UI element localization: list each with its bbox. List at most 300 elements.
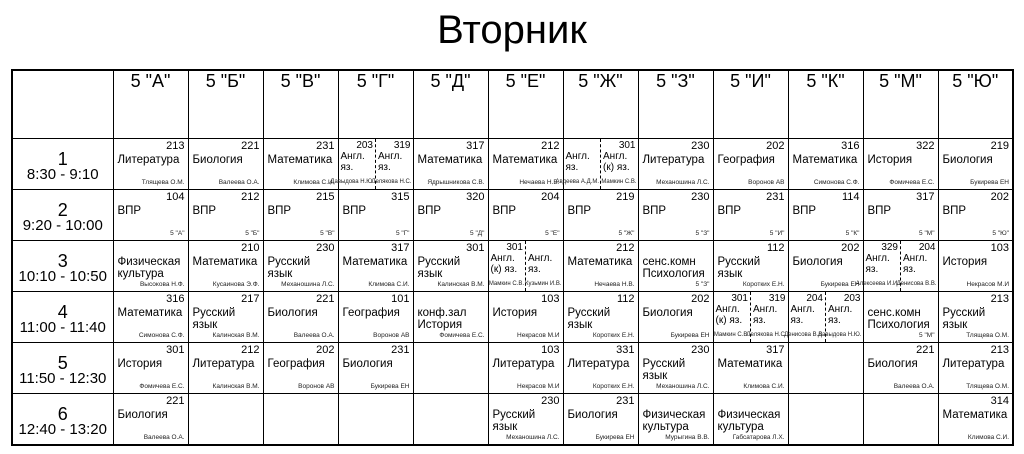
teacher-name: Нечаева Н.В. <box>519 179 560 186</box>
subject-name: Биология <box>867 358 918 370</box>
lesson <box>939 394 1013 444</box>
teacher-name: 5 "Д" <box>470 230 485 237</box>
room-number: 301 <box>618 140 636 151</box>
room-number: 215 <box>316 191 335 203</box>
subject-name: Математика <box>567 256 633 268</box>
room-number: 213 <box>990 293 1009 305</box>
lesson-cell <box>263 139 338 190</box>
subject-name: Математика <box>417 154 483 166</box>
room-number: 317 <box>766 344 785 356</box>
subject-name: Англ. яз. <box>828 304 853 326</box>
teacher-name: Некрасов М.И <box>517 383 560 390</box>
teacher-name: Валеева О.А. <box>893 383 935 390</box>
lesson-cell <box>188 139 263 190</box>
teacher-name: Валеева О.А. <box>218 179 260 186</box>
teacher-name: 5 "А" <box>170 230 185 237</box>
teacher-name: Калинская В.М. <box>212 383 260 390</box>
room-number: 231 <box>391 344 410 356</box>
lesson-cell <box>338 343 413 394</box>
teacher-name: Мамкин С.В. <box>713 332 749 338</box>
teacher-name: Климова С.И. <box>368 281 410 288</box>
lesson-group <box>896 241 938 291</box>
lesson-cell <box>938 394 1013 446</box>
room-number: 230 <box>691 191 710 203</box>
lesson-cell <box>263 241 338 292</box>
lesson-cell <box>713 241 788 292</box>
subject-name: Англ. яз. <box>790 304 815 326</box>
lesson-cell <box>113 139 188 190</box>
teacher-name: Букирева ЕН <box>370 383 410 390</box>
lesson-cell <box>488 190 563 241</box>
teacher-name: Воронов АВ <box>298 383 335 390</box>
corner-cell <box>12 70 113 139</box>
lesson-cell <box>263 394 338 446</box>
lesson <box>264 241 338 291</box>
teacher-name: Букирева ЕН <box>670 332 710 339</box>
room-number: 221 <box>316 293 335 305</box>
lesson <box>339 343 413 393</box>
lesson <box>264 292 338 342</box>
lesson-cell <box>788 343 863 394</box>
room-number: 231 <box>316 140 335 152</box>
period-cell <box>12 241 113 292</box>
lesson-cell <box>413 292 488 343</box>
room-number: 315 <box>391 191 410 203</box>
lesson-cell <box>488 394 563 446</box>
lesson <box>339 190 413 240</box>
subject-name: ВПР <box>492 205 517 217</box>
room-number: 230 <box>691 344 710 356</box>
teacher-name: Букирева ЕН <box>820 281 860 288</box>
room-number: 101 <box>391 293 410 305</box>
subject-name: Русский язык <box>717 256 761 280</box>
subject-name: Русский язык <box>567 307 611 331</box>
lesson-cell <box>113 343 188 394</box>
teacher-name: Механошина Л.С. <box>656 179 710 186</box>
period-cell <box>12 343 113 394</box>
subject-name: История <box>492 307 538 319</box>
lesson-cell <box>338 292 413 343</box>
lesson-cell <box>563 241 638 292</box>
room-number: 230 <box>541 395 560 407</box>
lesson <box>114 190 188 240</box>
period-row <box>12 190 1013 241</box>
period-time: 10:10 - 10:50 <box>18 268 107 285</box>
class-header: 5 "Д" <box>413 70 488 139</box>
room-number: 316 <box>841 140 860 152</box>
lesson <box>564 292 638 342</box>
lesson-cell <box>413 190 488 241</box>
subject-name: Англ. яз. <box>528 253 553 275</box>
subject-name: Русский язык <box>417 256 461 280</box>
lesson-cell <box>938 190 1013 241</box>
lesson <box>339 241 413 291</box>
subject-name: Физическая культура <box>717 409 781 433</box>
lesson-cell <box>113 292 188 343</box>
lesson-cell <box>413 241 488 292</box>
lesson-group <box>330 139 376 189</box>
teacher-name: Кузьмин И.В. <box>525 281 562 287</box>
teacher-name: Коротких Е.Н. <box>742 281 785 288</box>
period-number: 5 <box>57 353 68 373</box>
teacher-name: Некрасов М.И <box>966 281 1009 288</box>
teacher-name: Фомичева Е.С. <box>889 179 935 186</box>
lesson-cell <box>413 394 488 446</box>
room-number: 114 <box>841 191 860 203</box>
lesson-cell <box>263 190 338 241</box>
teacher-name: Тлящева О.М. <box>966 383 1009 390</box>
lesson-cell <box>563 343 638 394</box>
period-number: 3 <box>57 251 68 271</box>
lesson-cell <box>488 139 563 190</box>
lesson <box>189 343 263 393</box>
subject-name: Англ. яз. <box>565 151 590 173</box>
lesson <box>864 292 938 342</box>
split-lesson <box>714 292 788 342</box>
subject-name: Биология <box>642 307 693 319</box>
room-number: 203 <box>356 140 373 151</box>
lesson <box>939 292 1013 342</box>
lesson <box>714 343 788 393</box>
lesson-group <box>489 241 526 291</box>
teacher-name: 5 "Ж" <box>618 230 635 237</box>
lesson <box>789 190 863 240</box>
header-row <box>12 70 1013 139</box>
teacher-name: Давыдова Н.Ю. <box>330 179 374 185</box>
teacher-name: Механошина Л.С. <box>281 281 335 288</box>
subject-name: ВПР <box>192 205 217 217</box>
period-time: 8:30 - 9:10 <box>26 166 99 183</box>
lesson <box>114 394 188 444</box>
lesson-group <box>371 139 413 189</box>
teacher-name: Калинская В.М. <box>212 332 260 339</box>
lesson-cell <box>113 190 188 241</box>
room-number: 103 <box>541 293 560 305</box>
teacher-name: Климова С.И. <box>293 179 335 186</box>
subject-name: Математика <box>492 154 558 166</box>
lesson-cell <box>938 292 1013 343</box>
room-number: 221 <box>916 344 935 356</box>
lesson <box>414 139 488 189</box>
lesson-cell <box>638 139 713 190</box>
teacher-name: 5 "И" <box>769 230 785 237</box>
lesson-cell <box>788 241 863 292</box>
lesson-cell <box>563 190 638 241</box>
lesson-cell <box>263 343 338 394</box>
teacher-name: Нечаева Н.В. <box>594 281 635 288</box>
subject-name: ВПР <box>267 205 292 217</box>
class-header: 5 "Е" <box>488 70 563 139</box>
lesson <box>114 139 188 189</box>
room-number: 103 <box>990 242 1009 254</box>
subject-name: История <box>867 154 913 166</box>
subject-name: Русский язык <box>492 409 536 433</box>
room-number: 202 <box>691 293 710 305</box>
subject-name: География <box>267 358 325 370</box>
lesson <box>639 343 713 393</box>
subject-name: Англ. яз. <box>865 253 890 275</box>
teacher-name: Симонова С.Ф. <box>813 179 860 186</box>
subject-name: Физическая культура <box>117 256 181 280</box>
subject-name: конф.зал История <box>417 307 467 331</box>
lesson <box>264 190 338 240</box>
lesson-cell <box>188 343 263 394</box>
period-cell <box>12 394 113 446</box>
subject-name: ВПР <box>942 205 967 217</box>
subject-name: Математика <box>117 307 183 319</box>
room-number: 212 <box>241 344 260 356</box>
room-number: 219 <box>990 140 1009 152</box>
lesson-cell <box>713 139 788 190</box>
lesson <box>714 241 788 291</box>
lesson <box>339 292 413 342</box>
subject-name: Математика <box>717 358 783 370</box>
lesson <box>714 394 788 444</box>
lesson-group <box>746 292 788 342</box>
teacher-name: Валеева О.А. <box>143 434 185 441</box>
subject-name: Литература <box>942 358 1005 370</box>
room-number: 314 <box>990 395 1009 407</box>
teacher-name: Фомичева Е.С. <box>439 332 485 339</box>
subject-name: Физическая культура <box>642 409 706 433</box>
lesson <box>189 139 263 189</box>
teacher-name: Воронов АВ <box>373 332 410 339</box>
subject-name: Биология <box>267 307 318 319</box>
subject-name: ВПР <box>717 205 742 217</box>
teacher-name: Механошина Л.С. <box>656 383 710 390</box>
subject-name: сенс.комн Психология <box>867 307 930 331</box>
teacher-name: Лелякова Н.С. <box>746 332 787 338</box>
room-number: 202 <box>841 242 860 254</box>
period-cell <box>12 292 113 343</box>
lesson <box>939 343 1013 393</box>
subject-name: История <box>942 256 988 268</box>
teacher-name: Ядрышникова С.В. <box>427 179 485 186</box>
lesson <box>264 139 338 189</box>
lesson <box>189 241 263 291</box>
subject-name: ВПР <box>867 205 892 217</box>
subject-name: ВПР <box>642 205 667 217</box>
class-header: 5 "Ж" <box>563 70 638 139</box>
teacher-name: 5 "В" <box>320 230 335 237</box>
period-number: 2 <box>57 200 68 220</box>
lesson <box>564 343 638 393</box>
lesson-group <box>817 292 863 342</box>
room-number: 204 <box>918 242 936 253</box>
subject-name: Русский язык <box>642 358 686 382</box>
lesson-cell <box>188 241 263 292</box>
room-number: 202 <box>990 191 1009 203</box>
class-header: 5 "В" <box>263 70 338 139</box>
subject-name: Математика <box>267 154 333 166</box>
lesson-cell <box>863 190 938 241</box>
lesson <box>639 292 713 342</box>
lesson-cell <box>488 241 563 292</box>
room-number: 204 <box>541 191 560 203</box>
room-number: 217 <box>241 293 260 305</box>
teacher-name: 5 "Г" <box>395 230 410 237</box>
room-number: 213 <box>166 140 185 152</box>
lesson-cell <box>263 292 338 343</box>
period-time: 11:50 - 12:30 <box>19 370 107 387</box>
room-number: 301 <box>466 242 485 254</box>
subject-name: Литература <box>192 358 255 370</box>
teacher-name: Коротких Е.Н. <box>592 332 635 339</box>
lesson-cell <box>788 394 863 446</box>
room-number: 319 <box>768 293 786 304</box>
lesson-cell <box>188 190 263 241</box>
teacher-name: 5 "М" <box>919 332 935 339</box>
lesson-cell <box>863 139 938 190</box>
subject-name: ВПР <box>417 205 442 217</box>
teacher-name: Мурыгина В.В. <box>665 434 710 441</box>
lesson-cell <box>338 394 413 446</box>
room-number: 231 <box>766 191 785 203</box>
subject-name: История <box>117 358 163 370</box>
teacher-name: 5 "Ю" <box>992 230 1009 237</box>
lesson <box>939 139 1013 189</box>
teacher-name: Высокова Н.Ф. <box>139 281 185 288</box>
teacher-name: Некрасов М.И <box>517 332 560 339</box>
teacher-name: Букирева ЕН <box>595 434 635 441</box>
lesson <box>489 139 563 189</box>
room-number: 319 <box>393 140 411 151</box>
period-row <box>12 139 1013 190</box>
lesson-cell <box>330 139 413 190</box>
class-header: 5 "И" <box>713 70 788 139</box>
teacher-name: Симонова С.Ф. <box>138 332 185 339</box>
teacher-name: 5 "З" <box>695 230 710 237</box>
lesson <box>639 139 713 189</box>
lesson-cell <box>563 292 638 343</box>
lesson <box>714 190 788 240</box>
teacher-name: Климова С.И. <box>967 434 1009 441</box>
room-number: 212 <box>616 242 635 254</box>
room-number: 202 <box>316 344 335 356</box>
teacher-name: Тлящева О.М. <box>966 332 1009 339</box>
lesson-cell <box>555 139 638 190</box>
subject-name: Литература <box>642 154 705 166</box>
lesson-cell <box>188 394 263 446</box>
subject-name: Русский язык <box>942 307 986 331</box>
subject-name: Математика <box>942 409 1008 421</box>
teacher-name: Коротких Е.Н. <box>592 383 635 390</box>
period-time: 9:20 - 10:00 <box>22 217 103 234</box>
subject-name: География <box>342 307 400 319</box>
lesson <box>489 190 563 240</box>
period-row <box>12 292 1013 343</box>
room-number: 317 <box>466 140 485 152</box>
subject-name: Англ. яз. <box>903 253 928 275</box>
schedule-table <box>11 69 1014 446</box>
room-number: 212 <box>241 191 260 203</box>
subject-name: Биология <box>192 154 243 166</box>
lesson <box>189 292 263 342</box>
room-number: 301 <box>731 293 748 304</box>
room-number: 301 <box>506 242 523 253</box>
teacher-name: Калинская В.М. <box>437 281 485 288</box>
room-number: 320 <box>466 191 485 203</box>
subject-name: Русский язык <box>267 256 311 280</box>
subject-name: Биология <box>117 409 168 421</box>
room-number: 204 <box>806 293 823 304</box>
subject-name: Биология <box>342 358 393 370</box>
teacher-name: 5 "Б" <box>245 230 260 237</box>
subject-name: Англ. яз. <box>753 304 778 326</box>
lesson-cell <box>488 343 563 394</box>
room-number: 329 <box>881 242 898 253</box>
lesson <box>789 241 863 291</box>
period-row <box>12 343 1013 394</box>
room-number: 202 <box>766 140 785 152</box>
teacher-name: Тлящева О.М. <box>141 179 185 186</box>
lesson-group <box>855 241 901 291</box>
lesson-cell <box>713 394 788 446</box>
teacher-name: 5 "З" <box>695 281 710 288</box>
class-header: 5 "Ю" <box>938 70 1013 139</box>
lesson-cell <box>563 394 638 446</box>
lesson-cell <box>488 292 563 343</box>
room-number: 212 <box>541 140 560 152</box>
lesson <box>939 190 1013 240</box>
teacher-name: Мамкин С.В. <box>601 179 637 185</box>
teacher-name: 5 "Е" <box>545 230 560 237</box>
lesson-cell <box>638 394 713 446</box>
lesson-cell <box>338 241 413 292</box>
lesson-cell <box>713 190 788 241</box>
class-header: 5 "К" <box>788 70 863 139</box>
room-number: 301 <box>166 344 185 356</box>
class-header: 5 "А" <box>113 70 188 139</box>
teacher-name: Габсатарова Л.Х. <box>732 434 785 441</box>
room-number: 104 <box>166 191 185 203</box>
teacher-name: Фомичева Е.С. <box>139 383 185 390</box>
lesson <box>114 241 188 291</box>
subject-name: Литература <box>117 154 180 166</box>
lesson <box>714 139 788 189</box>
lesson <box>114 343 188 393</box>
page-title: Вторник <box>437 8 587 52</box>
split-lesson <box>489 241 563 291</box>
split-lesson <box>555 139 638 189</box>
room-number: 331 <box>616 344 635 356</box>
period-time: 11:00 - 11:40 <box>19 319 106 336</box>
room-number: 231 <box>616 395 635 407</box>
lesson-cell <box>788 139 863 190</box>
lesson-cell <box>713 292 788 343</box>
lesson-cell <box>113 241 188 292</box>
room-number: 210 <box>241 242 260 254</box>
lesson <box>939 241 1013 291</box>
class-header: 5 "З" <box>638 70 713 139</box>
lesson-cell <box>855 241 938 292</box>
room-number: 112 <box>616 293 635 305</box>
room-number: 112 <box>766 242 785 254</box>
lesson-cell <box>413 343 488 394</box>
room-number: 219 <box>616 191 635 203</box>
teacher-name: Валеева О.А. <box>293 332 335 339</box>
room-number: 322 <box>916 140 935 152</box>
teacher-name: Букирева ЕН <box>970 179 1009 186</box>
lesson-cell <box>413 139 488 190</box>
lesson <box>789 139 863 189</box>
lesson-cell <box>784 292 863 343</box>
lesson <box>639 190 713 240</box>
class-header: 5 "Б" <box>188 70 263 139</box>
lesson-cell <box>188 292 263 343</box>
lesson-cell <box>938 241 1013 292</box>
lesson <box>414 292 488 342</box>
